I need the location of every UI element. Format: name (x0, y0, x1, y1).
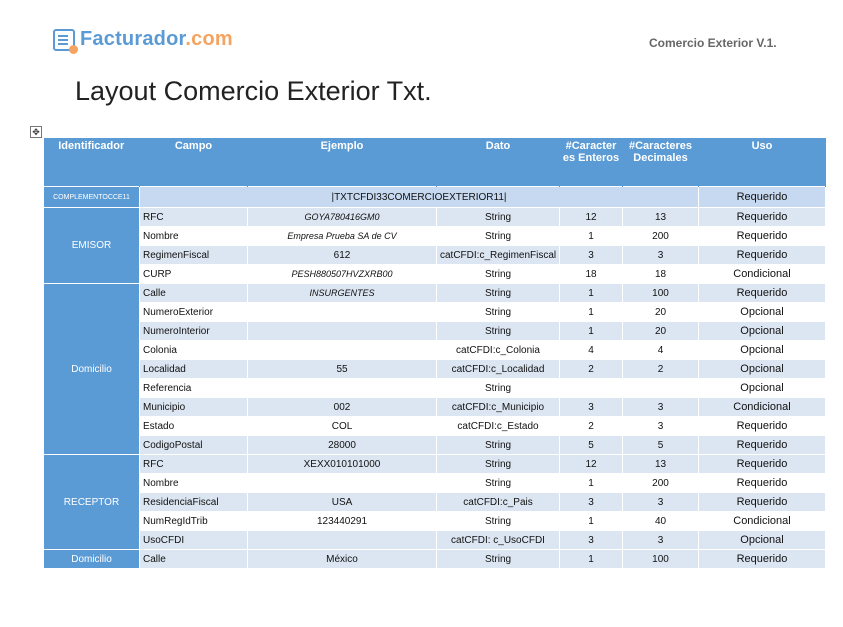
cell-dato: String (437, 379, 560, 398)
cell-ejemplo: Empresa Prueba SA de CV (248, 227, 437, 246)
table-row (44, 322, 826, 341)
cell-dato: catCFDI:c_Colonia (437, 341, 560, 360)
cell-dec: 3 (623, 531, 699, 550)
cell-dato: String (437, 436, 560, 455)
cell-campo: CodigoPostal (140, 436, 248, 455)
cell-campo: ResidenciaFiscal (140, 493, 248, 512)
cell-campo: CURP (140, 265, 248, 284)
cell-uso: Opcional (699, 303, 826, 322)
cell-dec: 100 (623, 550, 699, 569)
cell-ejemplo: 55 (248, 360, 437, 379)
table-row (44, 550, 826, 569)
table-row (44, 379, 826, 398)
cell-ejemplo: COL (248, 417, 437, 436)
cell-uso: Opcional (699, 360, 826, 379)
page-title: Layout Comercio Exterior Txt. (75, 76, 432, 106)
table-row (44, 436, 826, 455)
cell-campo: RFC (140, 455, 248, 474)
cell-dec: 2 (623, 360, 699, 379)
cell-dato: catCFDI:c_Pais (437, 493, 560, 512)
cell-dec: 40 (623, 512, 699, 531)
cell-campo: RegimenFiscal (140, 246, 248, 265)
cell-dato: catCFDI:c_Municipio (437, 398, 560, 417)
group-label-domicilio2: Domicilio (44, 550, 140, 569)
cell-dato: catCFDI:c_Localidad (437, 360, 560, 379)
cell-uso: Requerido (699, 208, 826, 227)
cell-ent: 3 (560, 398, 623, 417)
cell-dec: 200 (623, 474, 699, 493)
cell-dec: 20 (623, 303, 699, 322)
cell-uso: Opcional (699, 341, 826, 360)
cell-ent: 1 (560, 512, 623, 531)
cell-ejemplo (248, 531, 437, 550)
cell-ejemplo: 612 (248, 246, 437, 265)
header-decimales: #Caracteres Decimales (623, 138, 699, 187)
group-label-emisor: EMISOR (44, 208, 140, 284)
table-row (44, 474, 826, 493)
cell-uso: Requerido (699, 455, 826, 474)
cell-ent: 1 (560, 322, 623, 341)
logo-text: Facturador.com (80, 28, 233, 50)
cell-dec: 100 (623, 284, 699, 303)
complemento-uso: Requerido (699, 187, 826, 208)
cell-uso: Requerido (699, 227, 826, 246)
group-label-receptor: RECEPTOR (44, 455, 140, 550)
table-row (44, 208, 826, 227)
cell-ent: 12 (560, 208, 623, 227)
cell-campo: Nombre (140, 227, 248, 246)
cell-uso: Condicional (699, 398, 826, 417)
cell-ent: 1 (560, 474, 623, 493)
version-label: Comercio Exterior V.1. (649, 36, 777, 50)
cell-dato: String (437, 455, 560, 474)
cell-campo: NumeroExterior (140, 303, 248, 322)
cell-campo: Calle (140, 550, 248, 569)
cell-ent: 2 (560, 360, 623, 379)
cell-uso: Opcional (699, 322, 826, 341)
cell-campo: Nombre (140, 474, 248, 493)
cell-dec: 5 (623, 436, 699, 455)
cell-ejemplo: INSURGENTES (248, 284, 437, 303)
cell-ent: 5 (560, 436, 623, 455)
table-row (44, 512, 826, 531)
header-uso: Uso (699, 138, 826, 187)
header-identificador: Identificador (44, 138, 140, 187)
cell-dec: 3 (623, 246, 699, 265)
cell-dec: 20 (623, 322, 699, 341)
table-row (44, 284, 826, 303)
cell-ent: 2 (560, 417, 623, 436)
table-row (44, 246, 826, 265)
cell-dato: String (437, 227, 560, 246)
group-label-domicilio: Domicilio (44, 284, 140, 455)
cell-ejemplo (248, 303, 437, 322)
cell-ejemplo: 002 (248, 398, 437, 417)
cell-dec: 18 (623, 265, 699, 284)
cell-ejemplo (248, 474, 437, 493)
cell-campo: NumeroInterior (140, 322, 248, 341)
cell-ejemplo: 123440291 (248, 512, 437, 531)
table-row (44, 265, 826, 284)
cell-ejemplo: GOYA780416GM0 (248, 208, 437, 227)
cell-uso: Condicional (699, 265, 826, 284)
cell-campo: Referencia (140, 379, 248, 398)
header-campo: Campo (140, 138, 248, 187)
table-row (44, 360, 826, 379)
cell-ejemplo (248, 341, 437, 360)
cell-dec: 4 (623, 341, 699, 360)
table-row (44, 303, 826, 322)
complemento-id: COMPLEMENTOCCE11 (44, 187, 140, 208)
header-ejemplo: Ejemplo (248, 138, 437, 187)
cell-uso: Requerido (699, 284, 826, 303)
cell-ent: 12 (560, 455, 623, 474)
cell-ent: 4 (560, 341, 623, 360)
header-enteros: #Caracter es Enteros (560, 138, 623, 187)
cell-dato: String (437, 474, 560, 493)
cell-ent: 1 (560, 227, 623, 246)
table-row (44, 227, 826, 246)
cell-dec: 3 (623, 493, 699, 512)
header-dato: Dato (437, 138, 560, 187)
cell-ejemplo: XEXX010101000 (248, 455, 437, 474)
cell-dec: 13 (623, 208, 699, 227)
cell-dato: String (437, 208, 560, 227)
table-row (44, 455, 826, 474)
cell-dato: String (437, 322, 560, 341)
cell-campo: UsoCFDI (140, 531, 248, 550)
table-move-handle-icon[interactable]: ✥ (30, 126, 42, 138)
cell-uso: Requerido (699, 246, 826, 265)
cell-dato: String (437, 512, 560, 531)
table-row (44, 398, 826, 417)
cell-uso: Opcional (699, 379, 826, 398)
cell-dato: String (437, 550, 560, 569)
cell-campo: RFC (140, 208, 248, 227)
cell-ent: 1 (560, 550, 623, 569)
cell-ejemplo: PESH880507HVZXRB00 (248, 265, 437, 284)
table-row (44, 493, 826, 512)
cell-ejemplo (248, 322, 437, 341)
cell-campo: Municipio (140, 398, 248, 417)
cell-ejemplo: 28000 (248, 436, 437, 455)
cell-dato: String (437, 284, 560, 303)
cell-ent: 3 (560, 246, 623, 265)
cell-campo: NumRegIdTrib (140, 512, 248, 531)
layout-table (43, 138, 826, 569)
cell-ent: 3 (560, 531, 623, 550)
table-header-row (44, 138, 826, 187)
cell-ent: 3 (560, 493, 623, 512)
cell-ent: 18 (560, 265, 623, 284)
cell-dato: String (437, 303, 560, 322)
cell-dec (623, 379, 699, 398)
cell-ent: 1 (560, 303, 623, 322)
cell-uso: Requerido (699, 436, 826, 455)
cell-dec: 3 (623, 398, 699, 417)
cell-uso: Requerido (699, 493, 826, 512)
cell-campo: Calle (140, 284, 248, 303)
cell-dato: String (437, 265, 560, 284)
facturador-logo (53, 28, 233, 51)
complemento-value: |TXTCFDI33COMERCIOEXTERIOR11| (140, 187, 699, 208)
cell-dec: 3 (623, 417, 699, 436)
cell-ejemplo: México (248, 550, 437, 569)
invoice-icon (53, 29, 75, 51)
cell-uso: Requerido (699, 417, 826, 436)
cell-uso: Opcional (699, 531, 826, 550)
cell-ent (560, 379, 623, 398)
cell-dato: catCFDI:c_RegimenFiscal (437, 246, 560, 265)
cell-ejemplo: USA (248, 493, 437, 512)
table-row (44, 531, 826, 550)
cell-campo: Estado (140, 417, 248, 436)
cell-campo: Localidad (140, 360, 248, 379)
cell-campo: Colonia (140, 341, 248, 360)
cell-uso: Requerido (699, 474, 826, 493)
table-row (44, 341, 826, 360)
cell-dec: 200 (623, 227, 699, 246)
table-row (44, 417, 826, 436)
cell-ent: 1 (560, 284, 623, 303)
cell-dato: catCFDI:c_Estado (437, 417, 560, 436)
cell-ejemplo (248, 379, 437, 398)
cell-dec: 13 (623, 455, 699, 474)
cell-uso: Requerido (699, 550, 826, 569)
cell-uso: Condicional (699, 512, 826, 531)
complemento-row (44, 187, 826, 208)
cell-dato: catCFDI: c_UsoCFDI (437, 531, 560, 550)
